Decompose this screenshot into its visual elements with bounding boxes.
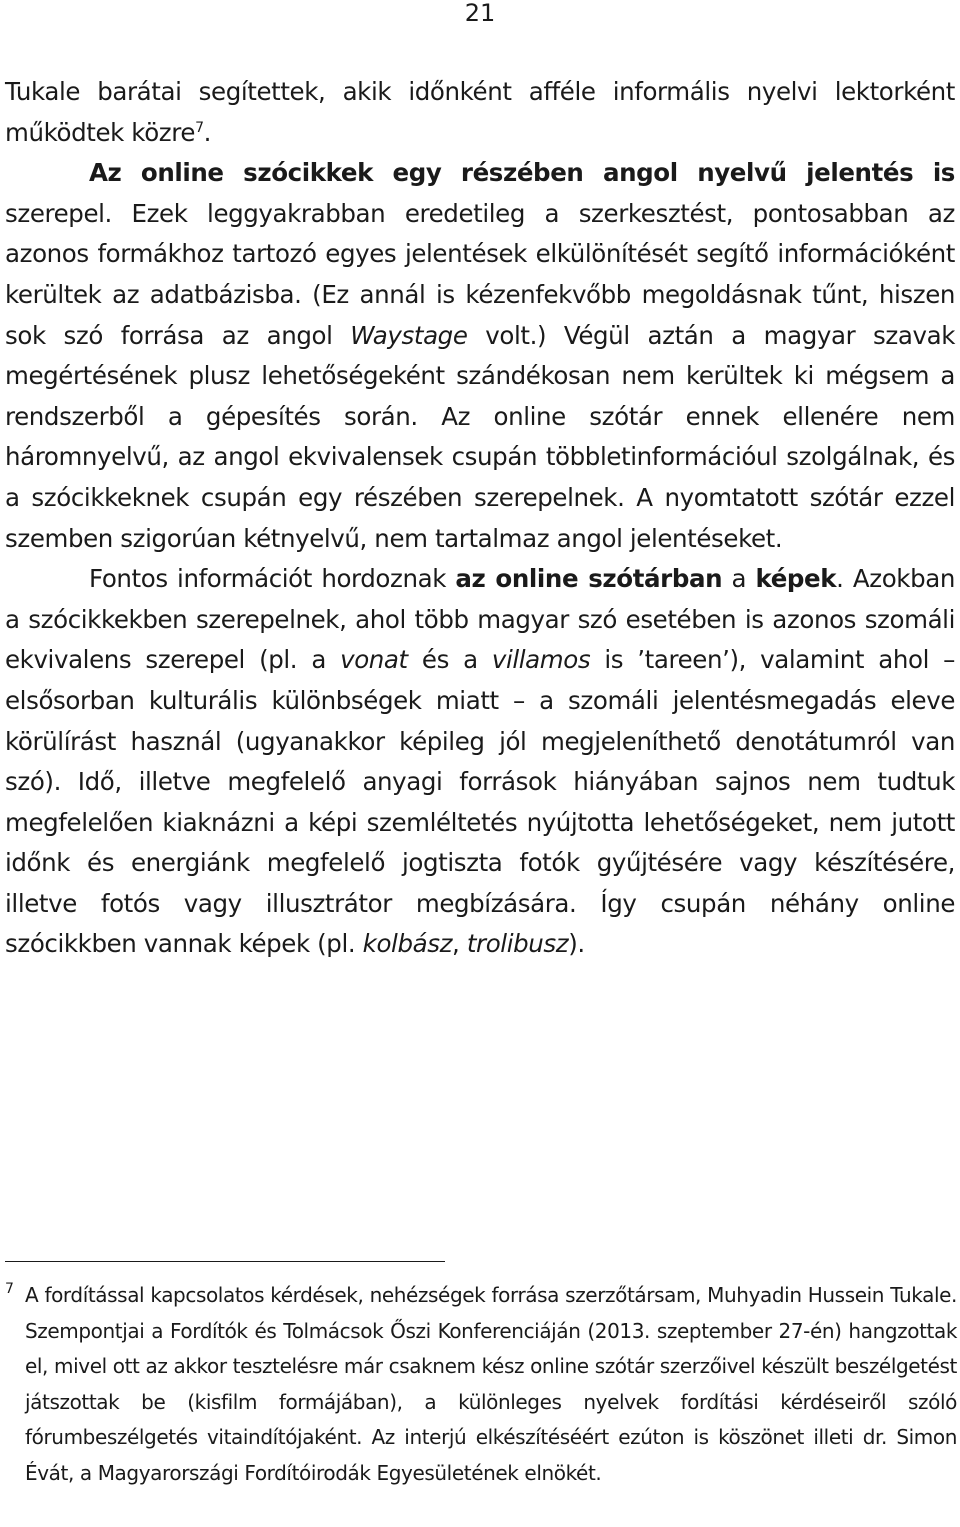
- paragraph-2-text-b: volt.) Végül aztán a magyar szavak megértésének plusz lehetőségeként szándékosan nem kerültek ki mégsem a rendszerből a gépesítés során. Az online szótár ennek ellenére nem háromnyelvű, az angol ekvivalensek csupán többletinformációul szolgálnak, és a szócikkeknek csupán egy részében szerepelnek. A nyomtatott szótár ezzel szemben szigorúan kétnyelvű, nem tartalmaz angol jelentéseket.: [5, 320, 955, 553]
- footnote-separator: [5, 1261, 445, 1262]
- paragraph-3-text-g: ).: [568, 929, 585, 959]
- vonat-italic: vonat: [340, 645, 408, 675]
- paragraph-2: [5, 153, 955, 559]
- paragraph-3-text-e: is ’tareen’), valamint ahol – elsősorban kulturális különbségek miatt – a szomáli jelentésmegadás eleve körülírást használ (ugyanakkor képileg jól megjeleníthető denotátumról van szó). Idő, illetve megfelelő anyagi források hiányában sajnos nem tudtuk megfelelően kiaknázni a képi szemléltetés nyújtotta lehetőségeket, nem jutott időnk és energiánk megfelelő jogtiszta fotók gyűjtésére vagy készítésére, illetve fotós vagy illusztrátor megbízására. Így csupán néhány online szócikkben vannak képek (pl.: [5, 645, 955, 959]
- paragraph-2-bold-lead: Az online szócikkek egy részében angol nyelvű jelentés is: [89, 158, 955, 188]
- paragraph-1: [5, 72, 955, 153]
- kolbasz-italic: kolbász: [362, 929, 453, 959]
- paragraph-3: [5, 559, 955, 965]
- footnote-reference[interactable]: 7: [195, 119, 204, 136]
- paragraph-1-tail: .: [203, 117, 211, 147]
- footnote-text: A fordítással kapcsolatos kérdések, nehézségek forrása szerzőtársam, Muhyadin Hussein Tukale. Szempontjai a Fordítók és Tolmácsok Őszi Konferenciáján (2013. szeptember 27-én) hangzottak el, mivel ott az akkor tesztelésre már csaknem kész online szótár szerzőivel készült beszélgetést játszottak be (kisfilm formájában), a különleges nyelvek fordítási kérdéseiről szóló fórumbeszélgetés vitaindítójaként. Az interjú elkészítéséért ezúton is köszönet illeti dr. Simon Évát, a Magyarországi Fordítóirodák Egyesületének elnökét.: [25, 1283, 957, 1485]
- page-number: 21: [464, 0, 496, 27]
- footnote-mark: 7: [5, 1281, 14, 1297]
- body-text: [5, 72, 955, 965]
- villamos-italic: villamos: [491, 645, 591, 675]
- paragraph-3-text-f: ,: [452, 929, 467, 959]
- waystage-italic: Waystage: [350, 320, 468, 350]
- paragraph-2-text-a: szerepel. Ezek leggyakrabban eredetileg a szerkesztést, pontosabban az azonos formákhoz tartozó egyes jelentések elkülönítését segítő információként kerültek az adatbázisba. (Ez annál is kézenfekvőbb megoldásnak tűnt, hiszen sok szó forrása az angol: [5, 198, 955, 350]
- paragraph-3-text-b: a: [722, 564, 756, 594]
- online-szotarban-bold: az online szótárban: [455, 564, 723, 594]
- paragraph-3-text-c: . Azokban a szócikkekben szerepelnek, ahol több magyar szó esetében is azonos szomáli ekvivalens szerepel (pl. a: [5, 564, 955, 675]
- paragraph-3-text-a: Fontos információt hordoznak: [89, 564, 456, 594]
- footnote: [5, 1278, 957, 1492]
- kepek-bold: képek: [755, 564, 837, 594]
- paragraph-1-text: Tukale barátai segítettek, akik időnként afféle informális nyelvi lektorként működtek közre: [5, 77, 955, 147]
- trolibusz-italic: trolibusz: [466, 929, 569, 959]
- paragraph-3-text-d: és a: [407, 645, 492, 675]
